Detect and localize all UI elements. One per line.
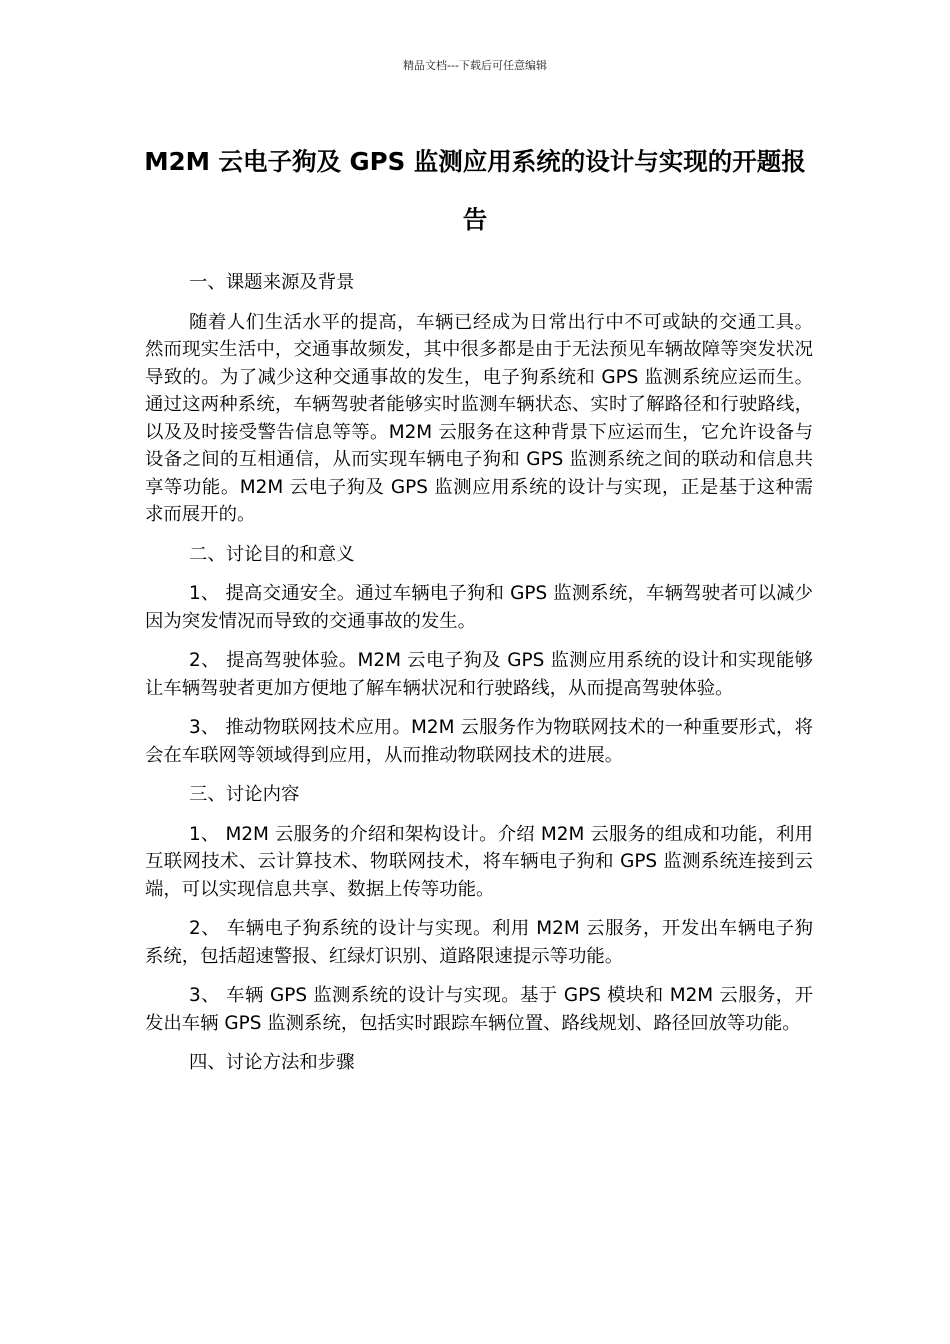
section-heading-background: 一、课题来源及背景 — [189, 272, 355, 293]
section-heading-purpose: 二、讨论目的和意义 — [189, 543, 355, 565]
paragraph-purpose-2: 2、 提高驾驶体验。M2M 云电子狗及 GPS 监测应用系统的设计和实现能够让车辆驾驶者更加方便地了解车辆状况和行驶路线，从而提高驾驶体验。 — [145, 650, 813, 699]
section-heading-content: 三、讨论内容 — [189, 784, 300, 805]
section-heading-methods: 四、讨论方法和步骤 — [189, 1052, 355, 1073]
paragraph-content-3: 3、 车辆 GPS 监测系统的设计与实现。基于 GPS 模块和 M2M 云服务，开发出车辆 GPS 监测系统，包括实时跟踪车辆位置、路线规划、路径回放等功能。 — [145, 985, 813, 1034]
document-title: M2M 云电子狗及 GPS 监测应用系统的设计与实现的开题报告 — [144, 147, 806, 234]
paragraph-purpose-3: 3、 推动物联网技术应用。M2M 云服务作为物联网技术的一种重要形式，将会在车联网等领域得到应用，从而推动物联网技术的进展。 — [145, 717, 813, 766]
paragraph-background: 随着人们生活水平的提高，车辆已经成为日常出行中不可或缺的交通工具。然而现实生活中，交通事故频发，其中很多都是由于无法预见车辆故障等突发状况导致的。为了减少这种交通事故的发生，电子狗系统和 GPS 监测系统应运而生。通过这两种系统，车辆驾驶者能够实时监测车辆状态、实时了解路径和行驶路线，以及及时接受警告信息等等。M2M 云服务在这种背景下应运而生，它允许设备与设备之间的互相通信，从而实现车辆电子狗和 GPS 监测系统之间的联动和信息共享等功能。M2M 云电子狗及 GPS 监测应用系统的设计与实现，正是基于这种需求而展开的。 — [145, 311, 813, 525]
paragraph-content-2: 2、 车辆电子狗系统的设计与实现。利用 M2M 云服务，开发出车辆电子狗系统，包括超速警报、红绿灯识别、道路限速提示等功能。 — [145, 918, 813, 967]
paragraph-purpose-1: 1、 提高交通安全。通过车辆电子狗和 GPS 监测系统，车辆驾驶者可以减少因为突发情况而导致的交通事故的发生。 — [145, 583, 813, 632]
document-body — [145, 269, 813, 1089]
paragraph-content-1: 1、 M2M 云服务的介绍和架构设计。介绍 M2M 云服务的组成和功能，利用互联网技术、云计算技术、物联网技术，将车辆电子狗和 GPS 监测系统连接到云端，可以实现信息共享、数据上传等功能。 — [145, 823, 813, 900]
page-header-note: 精品文档---下载后可任意编辑 — [403, 59, 547, 72]
